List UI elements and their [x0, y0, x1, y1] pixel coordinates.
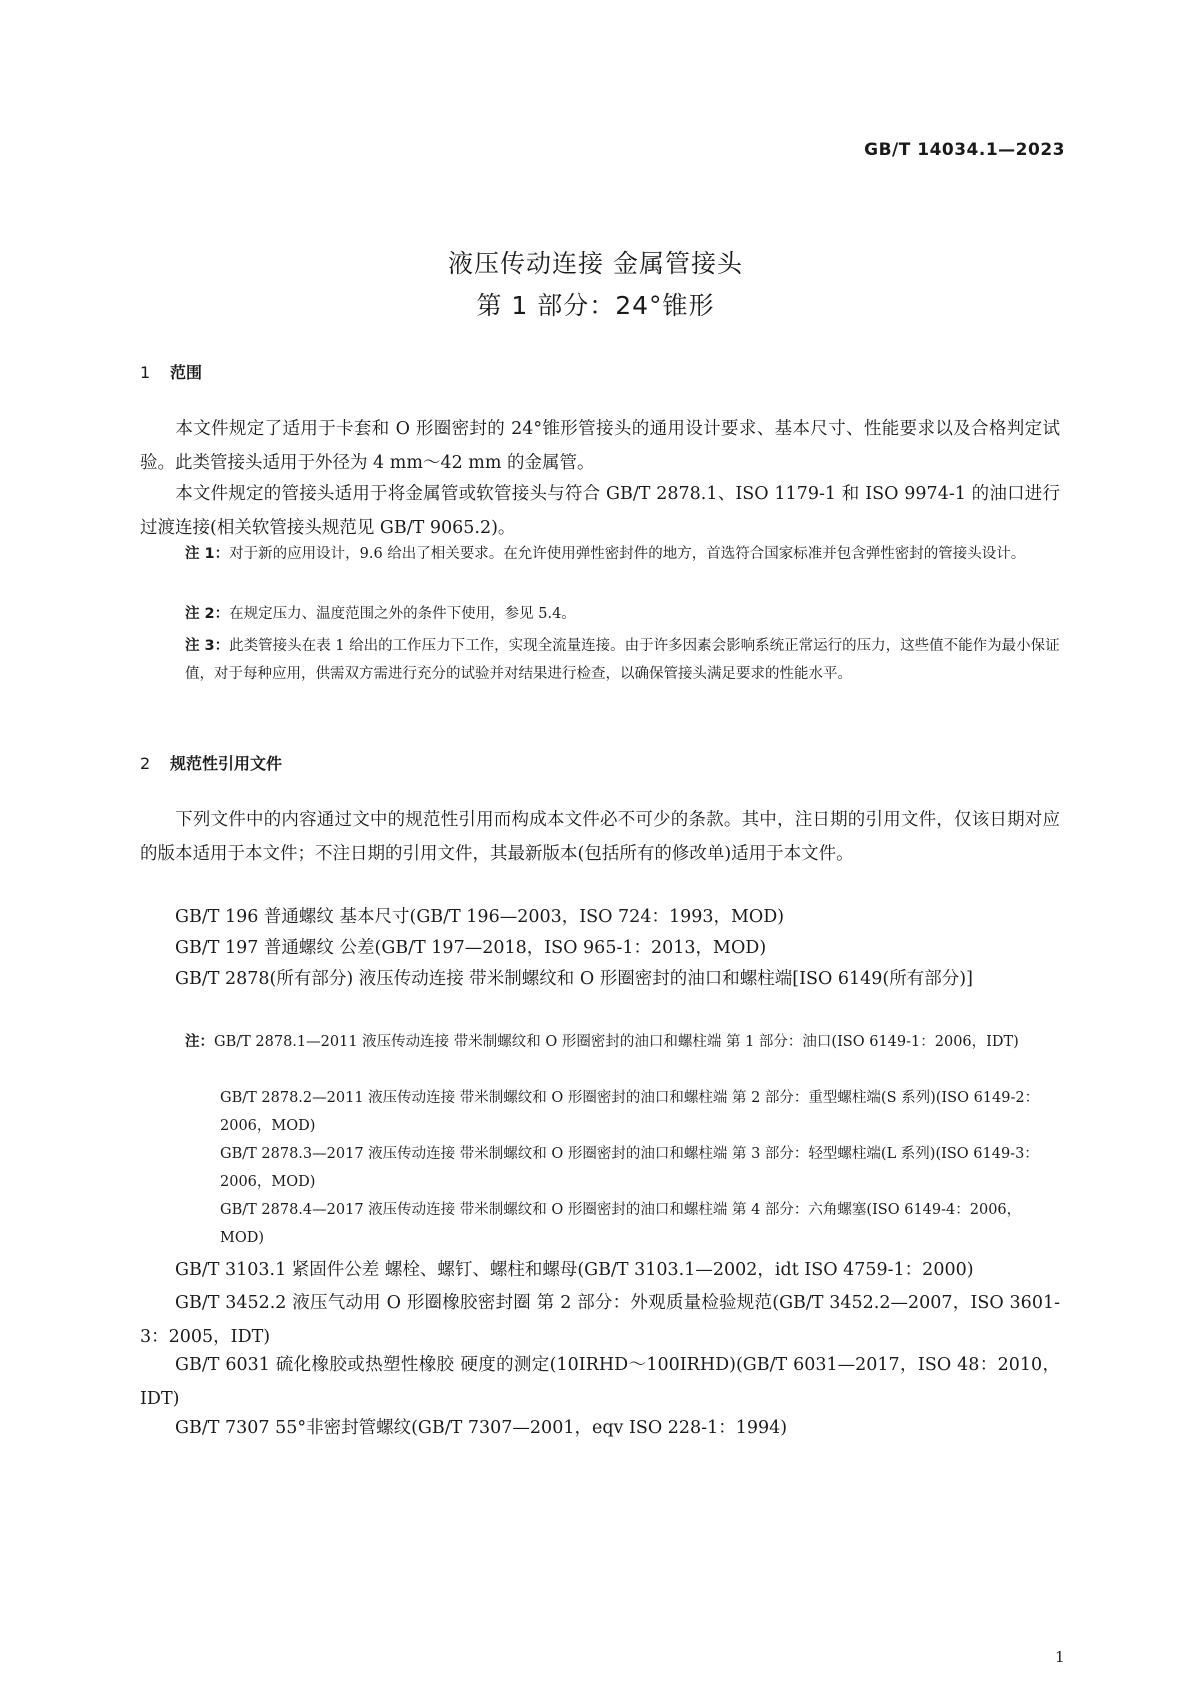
references-note-item: GB/T 2878.3—2017 液压传动连接 带米制螺纹和 O 形圈密封的油口和螺柱端 第 3 部分：轻型螺柱端(L 系列)(ISO 6149-3：2006，MOD) — [220, 1146, 1039, 1190]
note-label: 注 2： — [185, 606, 230, 622]
references-intro — [140, 803, 1060, 871]
document-title: 液压传动连接 金属管接头 — [448, 249, 743, 278]
section-title: 范围 — [170, 363, 203, 382]
reference-gbt196 — [140, 900, 1060, 934]
paragraph-text: 本文件规定的管接头适用于将金属管或软管接头与符合 GB/T 2878.1、ISO 1179-1 和 ISO 9974-1 的油口进行过渡连接(相关软管接头规范见 GB/T 9065.2)。 — [140, 484, 1060, 538]
reference-text: GB/T 2878(所有部分) 液压传动连接 带米制螺纹和 O 形圈密封的油口和螺柱端[ISO 6149(所有部分)] — [175, 969, 973, 989]
note-text: GB/T 2878.1—2011 液压传动连接 带米制螺纹和 O 形圈密封的油口和螺柱端 第 1 部分：油口(ISO 6149-1：2006，IDT) — [214, 1034, 1019, 1050]
note-3 — [185, 632, 1060, 688]
section-1-heading — [140, 360, 202, 383]
reference-gbt7307 — [140, 1411, 1060, 1445]
section-title: 规范性引用文件 — [170, 754, 283, 773]
note-text: 此类管接头在表 1 给出的工作压力下工作，实现全流量连接。由于许多因素会影响系统正常运行的压力，这些值不能作为最小保证值，对于每种应用，供需双方需进行充分的试验并对结果进行检查，以确保管接头满足要求的性能水平。 — [185, 638, 1060, 682]
note-label: 注 3： — [185, 638, 230, 654]
reference-gbt3103 — [140, 1253, 1060, 1287]
note-1 — [185, 540, 1060, 568]
reference-gbt6031 — [140, 1348, 1060, 1416]
reference-text: GB/T 196 普通螺纹 基本尺寸(GB/T 196—2003，ISO 724：1993，MOD) — [175, 907, 785, 927]
note-2 — [185, 600, 1060, 628]
references-note-item: GB/T 2878.4—2017 液压传动连接 带米制螺纹和 O 形圈密封的油口和螺柱端 第 4 部分：六角螺塞(ISO 6149-4：2006，MOD) — [220, 1202, 1022, 1246]
document-subtitle: 第 1 部分：24°锥形 — [476, 291, 715, 320]
note-text: 在规定压力、温度范围之外的条件下使用，参见 5.4。 — [229, 606, 576, 622]
reference-text: GB/T 6031 硫化橡胶或热塑性橡胶 硬度的测定(10IRHD～100IRHD)(GB/T 6031—2017，ISO 48：2010，IDT) — [140, 1355, 1060, 1409]
section-number: 1 — [140, 363, 151, 382]
section-number: 2 — [140, 754, 151, 773]
reference-text: GB/T 197 普通螺纹 公差(GB/T 197—2018，ISO 965-1：2013，MOD) — [175, 938, 767, 958]
paragraph-text: 下列文件中的内容通过文中的规范性引用而构成本文件必不可少的条款。其中，注日期的引用文件，仅该日期对应的版本适用于本文件；不注日期的引用文件，其最新版本(包括所有的修改单)适用于本文件。 — [140, 810, 1060, 864]
scope-paragraph-1 — [140, 412, 1060, 480]
reference-text: GB/T 3452.2 液压气动用 O 形圈橡胶密封圈 第 2 部分：外观质量检验规范(GB/T 3452.2—2007，ISO 3601-3：2005，IDT) — [140, 1293, 1060, 1347]
reference-gbt197 — [140, 931, 1060, 965]
section-2-heading — [140, 751, 282, 774]
references-note-item: GB/T 2878.2—2011 液压传动连接 带米制螺纹和 O 形圈密封的油口和螺柱端 第 2 部分：重型螺柱端(S 系列)(ISO 6149-2：2006，MOD) — [220, 1090, 1040, 1134]
scope-paragraph-2 — [140, 477, 1060, 545]
note-text: 对于新的应用设计，9.6 给出了相关要求。在允许使用弹性密封件的地方，首选符合国家标准并包含弹性密封的管接头设计。 — [229, 546, 1026, 562]
reference-text: GB/T 7307 55°非密封管螺纹(GB/T 7307—2001，eqv ISO 228-1：1994) — [175, 1418, 788, 1438]
references-note — [185, 1028, 1060, 1056]
note-label: 注： — [185, 1034, 214, 1050]
reference-gbt2878 — [140, 962, 1060, 996]
note-label: 注 1： — [185, 546, 230, 562]
paragraph-text: 本文件规定了适用于卡套和 O 形圈密封的 24°锥形管接头的通用设计要求、基本尺寸、性能要求以及合格判定试验。此类管接头适用于外径为 4 mm～42 mm 的金属管。 — [140, 419, 1060, 473]
standard-number: GB/T 14034.1—2023 — [864, 140, 1065, 160]
reference-gbt3452 — [140, 1286, 1060, 1354]
reference-text: GB/T 3103.1 紧固件公差 螺栓、螺钉、螺柱和螺母(GB/T 3103.1—2002，idt ISO 4759-1：2000) — [175, 1260, 974, 1280]
page-number: 1 — [1055, 1648, 1065, 1666]
